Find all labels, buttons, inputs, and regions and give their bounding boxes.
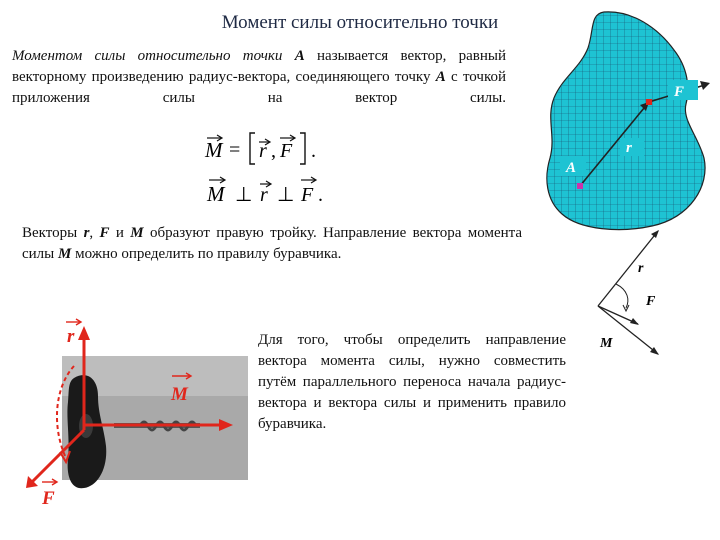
triple-text-3: можно определить по правилу буравчика. <box>75 246 342 262</box>
gimlet-photo-diagram <box>14 318 254 518</box>
formula-perpendicular <box>205 174 335 208</box>
formula-f: F <box>280 140 293 162</box>
triple-text-1: Векторы <box>22 225 78 241</box>
formula2-f: F <box>301 184 314 206</box>
triple-comma: , <box>89 225 94 241</box>
definition-text-1: называется вектор, равный векторному произведению радиус-вектора, соединяющего точку <box>12 48 506 85</box>
formula-eq: = <box>229 139 241 161</box>
gimlet-rule-paragraph: Для того, чтобы определить направление вектора момента силы, нужно совместить путём параллельного переноса начала радиус-вектора и вектора силы и применить правило буравчика. <box>258 332 566 432</box>
right-triple-paragraph <box>22 223 522 265</box>
photo-label-r: r <box>67 326 75 347</box>
formula-comma: , <box>271 140 276 162</box>
body-grid <box>540 8 716 236</box>
formula2-perp-1: ⊥ <box>235 184 253 206</box>
formula2-r: r <box>260 184 268 206</box>
triple-label-f: F <box>646 294 656 309</box>
formula2-end: . <box>318 184 323 206</box>
triple-r: r <box>83 225 90 241</box>
definition-term: Моментом силы относительно точки <box>12 48 283 64</box>
triple-label-r: r <box>638 261 644 276</box>
bracket-right-icon <box>300 133 305 164</box>
triple-text-2: образуют правую тройку. Направление вектора момента силы <box>22 225 523 262</box>
label-f: F <box>674 84 685 100</box>
formula-moment <box>200 130 330 166</box>
triple-m: M <box>130 225 144 241</box>
triple-m-2: M <box>58 246 72 262</box>
vector-r-arrowhead-icon <box>651 230 659 238</box>
formula-end: . <box>311 140 316 162</box>
triple-label-m: M <box>600 336 613 351</box>
label-a: A <box>566 160 577 176</box>
triple-f: F <box>99 225 110 241</box>
point-a-marker <box>577 183 583 189</box>
triple-and: и <box>115 225 124 241</box>
label-r: r <box>626 140 632 156</box>
page-title: Момент силы относительно точки <box>221 12 499 33</box>
photo-label-m: M <box>171 384 188 405</box>
vector-f-arrowhead-icon <box>630 318 639 325</box>
point-a-label: А <box>294 48 305 64</box>
rigid-body-diagram <box>540 8 716 236</box>
label-r-box <box>620 138 644 156</box>
point-a-label-2: А <box>435 69 446 85</box>
definition-paragraph <box>12 46 506 130</box>
photo-vector-r-arrowhead-icon <box>78 326 90 340</box>
right-triple-diagram <box>586 226 690 366</box>
formula-m: M <box>205 138 223 162</box>
definition-text-2: с точкой приложения силы на вектор силы. <box>12 69 507 106</box>
application-point-marker <box>646 99 652 105</box>
force-vector-arrowhead-icon <box>700 81 710 90</box>
formula2-m: M <box>207 182 225 206</box>
formula-r: r <box>259 140 267 162</box>
photo-label-f: F <box>42 488 55 509</box>
bracket-left-icon <box>250 133 255 164</box>
formula2-perp-2: ⊥ <box>277 184 295 206</box>
rotation-arc-icon <box>616 284 628 308</box>
